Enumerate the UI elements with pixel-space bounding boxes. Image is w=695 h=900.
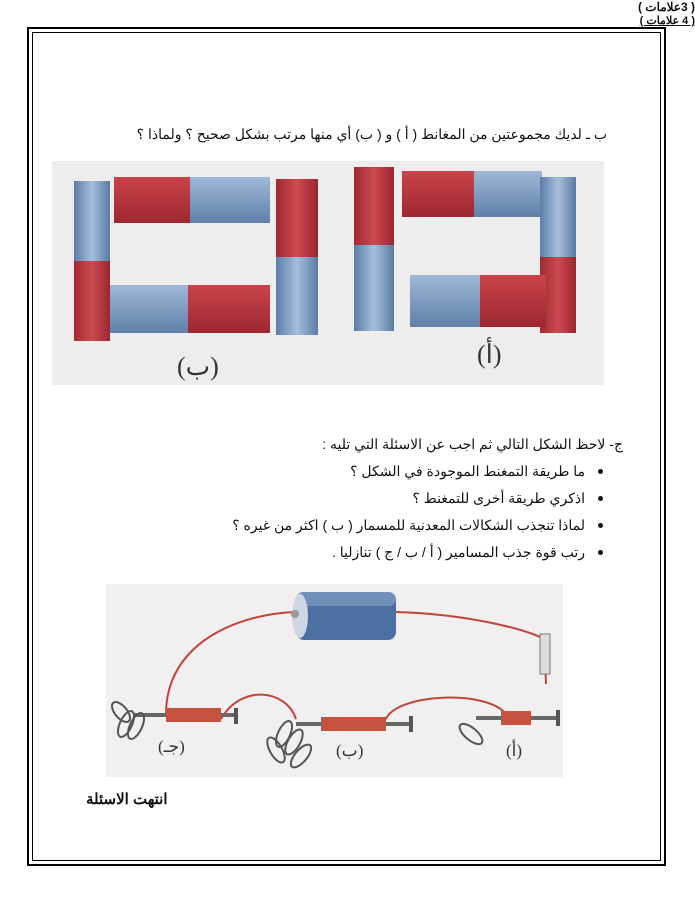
question-c-list	[232, 458, 603, 566]
question-c-item: اذكري طريقة أخرى للتمغنط ؟	[232, 485, 603, 512]
figure-label-c: (جـ)	[158, 737, 185, 756]
magnet-pole-red	[276, 179, 318, 257]
magnet-pole-blue	[354, 245, 394, 331]
magnet-pole-red	[402, 171, 474, 217]
figure-label-b: (ب)	[177, 352, 219, 381]
question-c-item: ما طريقة التمغنط الموجودة في الشكل ؟	[232, 458, 603, 485]
bullet-icon	[598, 469, 603, 474]
magnets-figure	[52, 161, 604, 385]
magnet-pole-red	[188, 285, 270, 333]
bullet-icon	[598, 523, 603, 528]
question-c-item: لماذا تنجذب الشكالات المعدنية للمسمار ( ب ) اكثر من غيره ؟	[232, 512, 603, 539]
magnet-pole-red	[354, 167, 394, 245]
figure-label-a: (أ)	[506, 741, 523, 760]
magnet-pole-blue	[540, 177, 576, 257]
magnet-pole-blue	[74, 181, 110, 261]
question-b-text: ب ـ لديك مجموعتين من المغانط ( أ ) و ( ب) أي منها مرتب بشكل صحيح ؟ ولماذا ؟	[136, 126, 607, 142]
magnet-pole-blue	[474, 171, 542, 217]
electromagnet-figure	[106, 584, 563, 777]
question-c-item: رتب قوة جذب المسامير ( أ / ب / ج ) تنازليا .	[232, 539, 603, 566]
battery-icon	[291, 592, 396, 640]
question-c-marks: ( 4 علامات )	[639, 15, 695, 27]
switch-icon	[540, 634, 550, 674]
magnet-pole-blue	[410, 275, 480, 327]
magnet-pole-blue	[190, 177, 270, 223]
bullet-icon	[598, 550, 603, 555]
magnet-pole-blue	[110, 285, 188, 333]
magnet-pole-red	[74, 261, 110, 341]
figure-label-a: (أ)	[477, 340, 502, 369]
end-of-questions: انتهت الاسئلة	[86, 791, 168, 808]
magnet-pole-red	[480, 275, 546, 327]
figure-label-b: (ب)	[336, 741, 364, 760]
question-b-marks: ( 3علامات )	[637, 0, 695, 14]
magnet-pole-red	[114, 177, 190, 223]
magnet-pole-blue	[276, 257, 318, 335]
bullet-icon	[598, 496, 603, 501]
question-c-text: ج- لاحظ الشكل التالي ثم اجب عن الاسئلة التي تليه :	[322, 436, 623, 452]
